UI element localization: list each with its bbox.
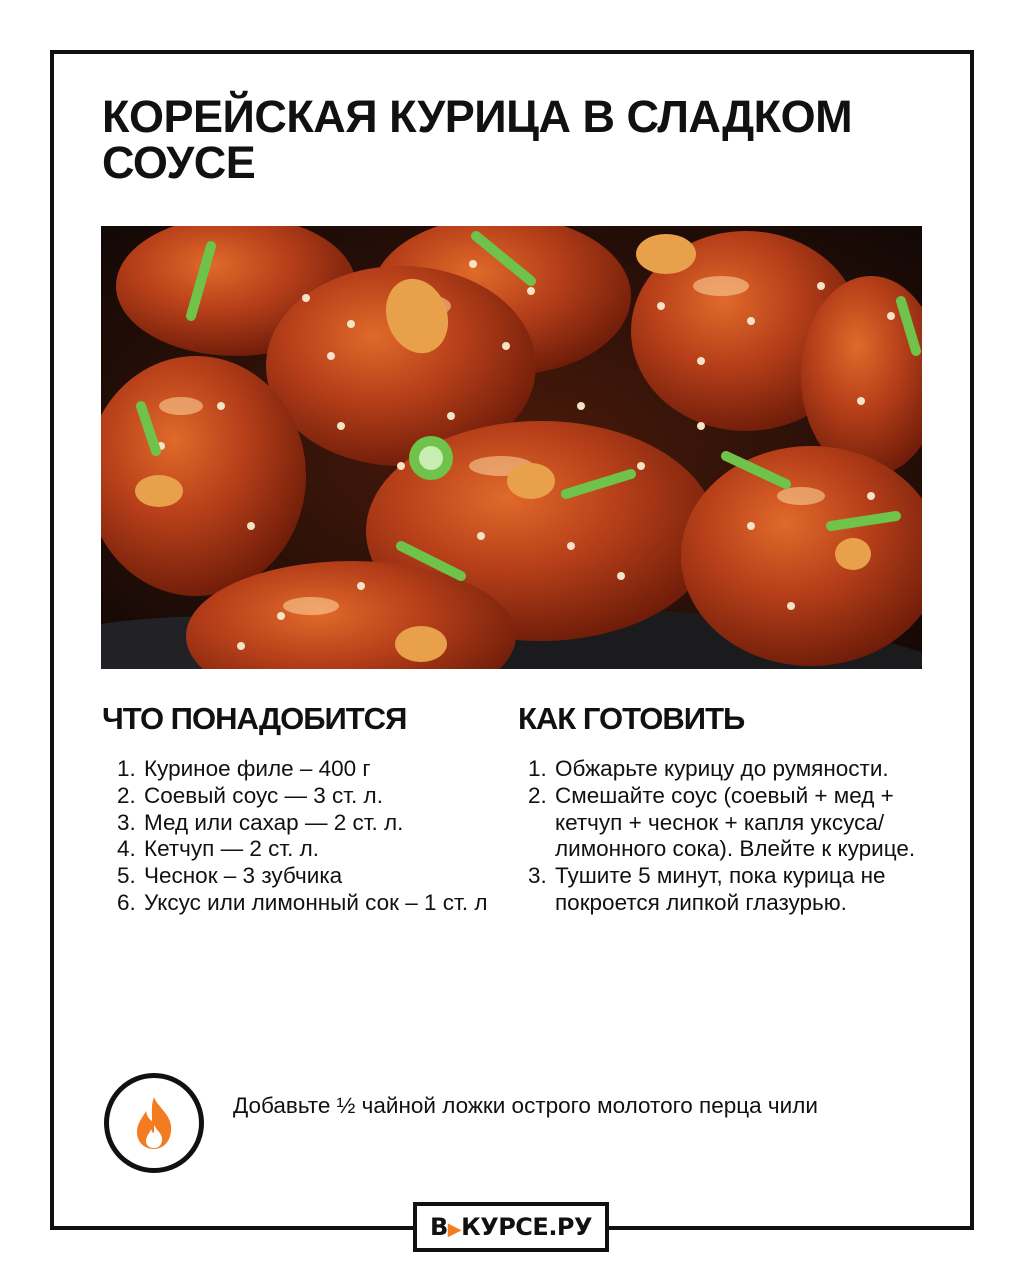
logo-prefix: В	[429, 1213, 448, 1241]
step-item: 1. Обжарьте курицу до румяности.	[553, 756, 963, 783]
step-item: 2. Смешайте соус (соевый + мед + кетчуп + чеснок + капля уксуса/лимонного сока). Влейте к курице.	[553, 783, 963, 863]
ingredient-item: 4. Кетчуп — 2 ст. л.	[142, 836, 497, 863]
steps-heading: КАК ГОТОВИТЬ	[518, 701, 745, 736]
dish-photo	[101, 226, 922, 669]
ingredient-item: 2. Соевый соус — 3 ст. л.	[142, 783, 497, 810]
logo-suffix: КУРСЕ.РУ	[461, 1213, 593, 1241]
fire-icon	[104, 1073, 204, 1173]
step-item: 3. Тушите 5 минут, пока курица не покроется липкой глазурью.	[553, 863, 963, 917]
steps-list	[513, 756, 963, 917]
brand-logo[interactable]	[413, 1202, 609, 1252]
ingredient-item: 6. Уксус или лимонный сок – 1 ст. л	[142, 890, 497, 917]
ingredients-list	[102, 756, 497, 917]
logo-arrow-icon: ▶	[447, 1219, 462, 1240]
ingredients-heading: ЧТО ПОНАДОБИТСЯ	[102, 701, 407, 736]
ingredient-item: 3. Мед или сахар — 2 ст. л.	[142, 810, 497, 837]
recipe-title: КОРЕЙСКАЯ КУРИЦА В СЛАДКОМ СОУСЕ	[102, 91, 853, 188]
ingredient-item: 5. Чеснок – 3 зубчика	[142, 863, 497, 890]
tip-text: Добавьте ½ чайной ложки острого молотого перца чили	[233, 1093, 818, 1118]
ingredient-item: 1. Куриное филе – 400 г	[142, 756, 497, 783]
